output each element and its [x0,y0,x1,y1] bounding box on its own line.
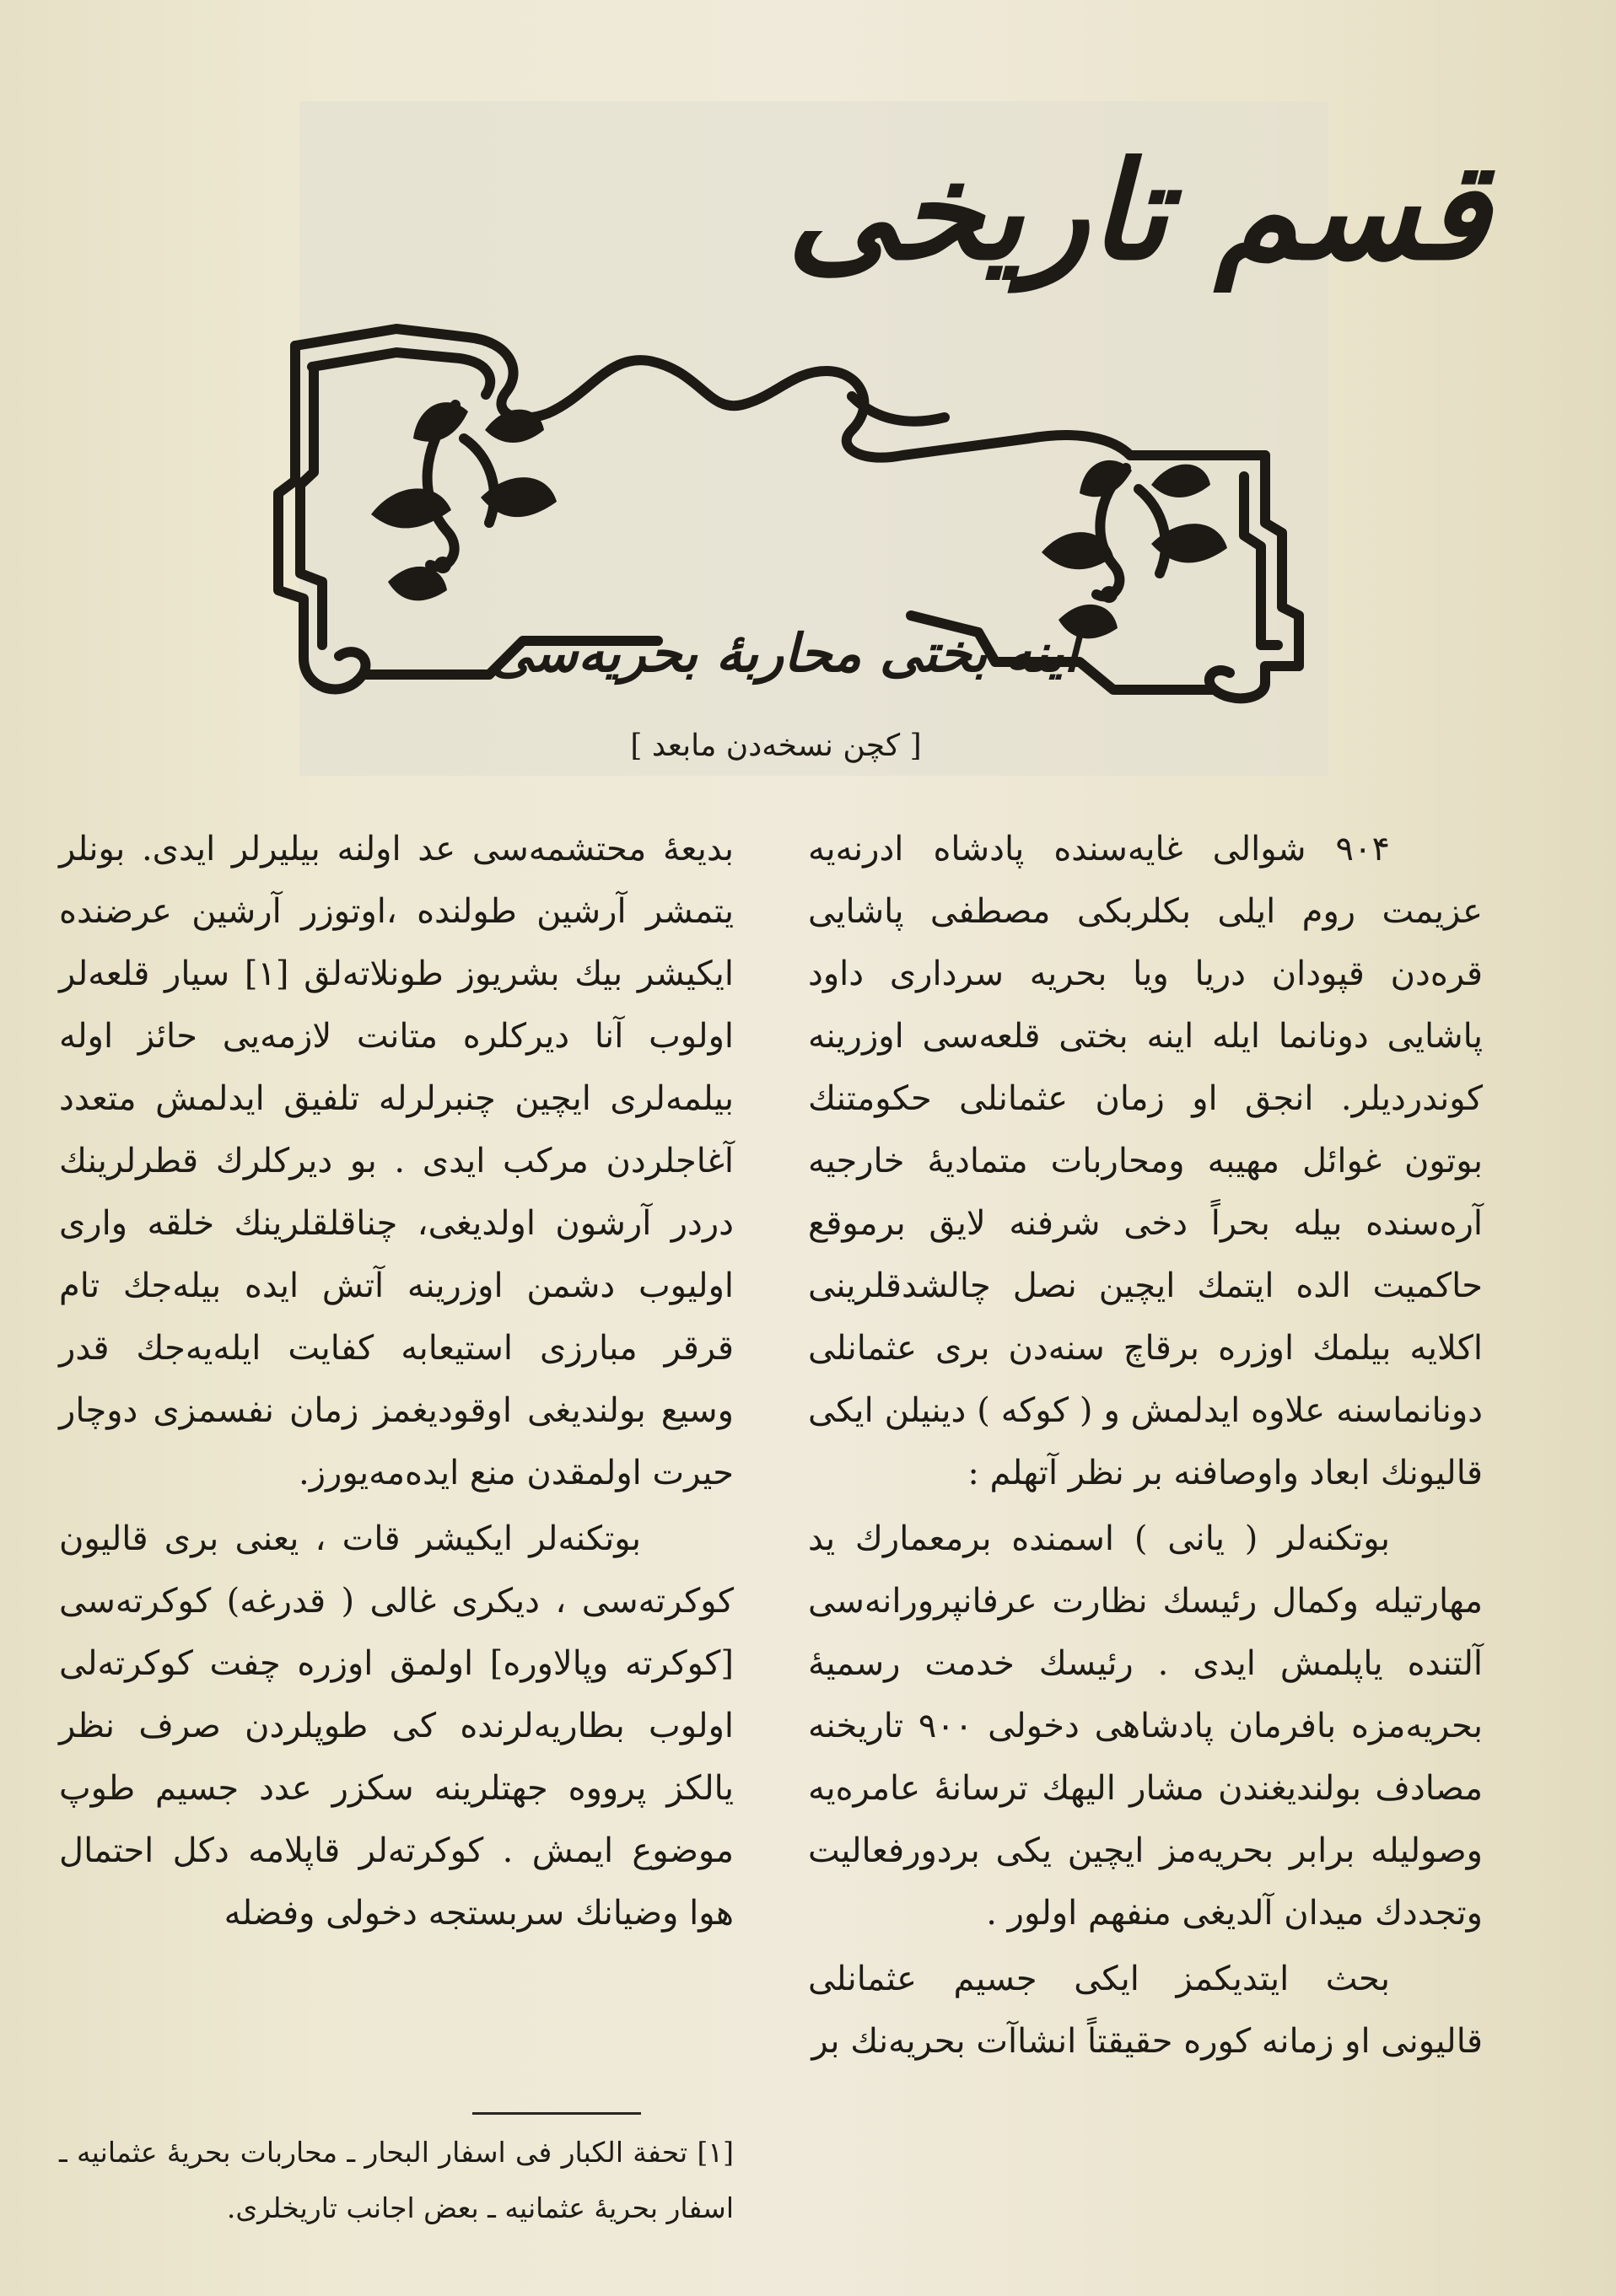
paragraph: بدیعهٔ محتشمه‌سی عد اولنه بیلیرلر ایدی. بونلر یتمشر آرشین طولنده ،اوتوزر آرشین عرضنده ایکیشر بیك بشریوز طونلاته‌لق [۱] سیار قلعه‌لر اولوب آنا دیرکلره متانت لازمه‌یی حائز اوله بیلمه‌لری ایچین چنبرلرله تلفیق ایدلمش متعدد آغاجلردن مرکب ایدی . بو دیرکلرك قطرلرینك دردر آرشون اولدیغی، چناقلقلرینك خلقه واری اولیوب دشمن اوزرینه آتش ایده بیله‌جك تام قرقر مبارزی استیعابه کفایت ایله‌یه‌جك قدر وسیع بولندیغی اوقودیغمز زمان نفسمزی دوچار حیرت اولمقدن منع ایده‌مه‌یورز. [59,830,734,1492]
footnote-divider [472,2112,641,2115]
footnote: [۱] تحفة الکبار فی اسفار البحار ـ محاربات بحریهٔ عثمانیه ـ اسفار بحریهٔ عثمانیه ـ بعض اجانب تاریخلری. [59,2136,734,2224]
right-column [808,818,1483,2268]
section-title: قسم تاریخی [786,132,1489,290]
paragraph: بوتکنه‌لر ایکیشر قات ، یعنی بری قالیون کوکرته‌سی ، دیکری غالی ( قدرغه) کوکرته‌سی [کوکرته وپالاوره] اولمق اوزره چفت کوکرته‌لی اولوب بطاریه‌لرنده کی طوپلردن صرف نظر یالکز پرووه جهتلرینه سکزر عدد جسیم طوپ موضوع ایمش . کوکرته‌لر قاپلامه دکل احتمال هوا وضیانك سربستجه دخولی وفضله [59,1519,734,1933]
paragraph: بحث ایتدیکمز ایکی جسیم عثمانلی قالیونی او زمانه کوره حقیقتاً انشاآت بحریه‌نك بر [808,1960,1483,2061]
paragraph: بوتکنه‌لر ( یانی ) اسمنده برمعمارك ید مهارتیله وکمال رئیسك نظارت عرفانپرورانه‌سی آلتنده یاپلمش ایدی . رئیسك خدمت رسمیهٔ بحریه‌مزه بافرمان پادشاهی دخولی ۹۰۰ تاریخنه مصادف بولندیغندن مشار الیهك ترسانهٔ عامره‌یه وصولیله برابر بحریه‌مز ایچین یکی بردورفعالیت وتجددك میدان آلدیغی منفهم اولور . [808,1519,1483,1933]
left-column [59,818,734,2032]
paragraph: ۹۰۴ شوالی غایه‌سنده پادشاه ادرنه‌یه عزیمت روم ایلی بکلربکی مصطفی پاشایی قره‌دن قپودان دریا ویا بحریه سرداری داود پاشایی دونانما ایله اینه بختی قلعه‌سی اوزرینه کوندردیلر. انجق او زمان عثمانلی حکومتنك بوتون غوائل مهیبه ومحاربات متمادیهٔ خارجیه آره‌سنده بیله بحراً دخی شرفنه لایق برموقع حاکمیت الده ایتمك ایچین نصل چالشدقلرینی اکلایه بیلمك اوزره برقاچ سنه‌دن بری عثمانلی دونانماسنه علاوه ایدلمش و ( کوکه ) دینیلن ایکی قالیونك ابعاد واوصافنه بر نظر آتهلم : [808,830,1483,1492]
article-title: اینه بختی محاربهٔ بحریه‌سی [490,622,1079,684]
continuation-note: [ کچن نسخه‌دن مابعد ] [630,729,922,763]
